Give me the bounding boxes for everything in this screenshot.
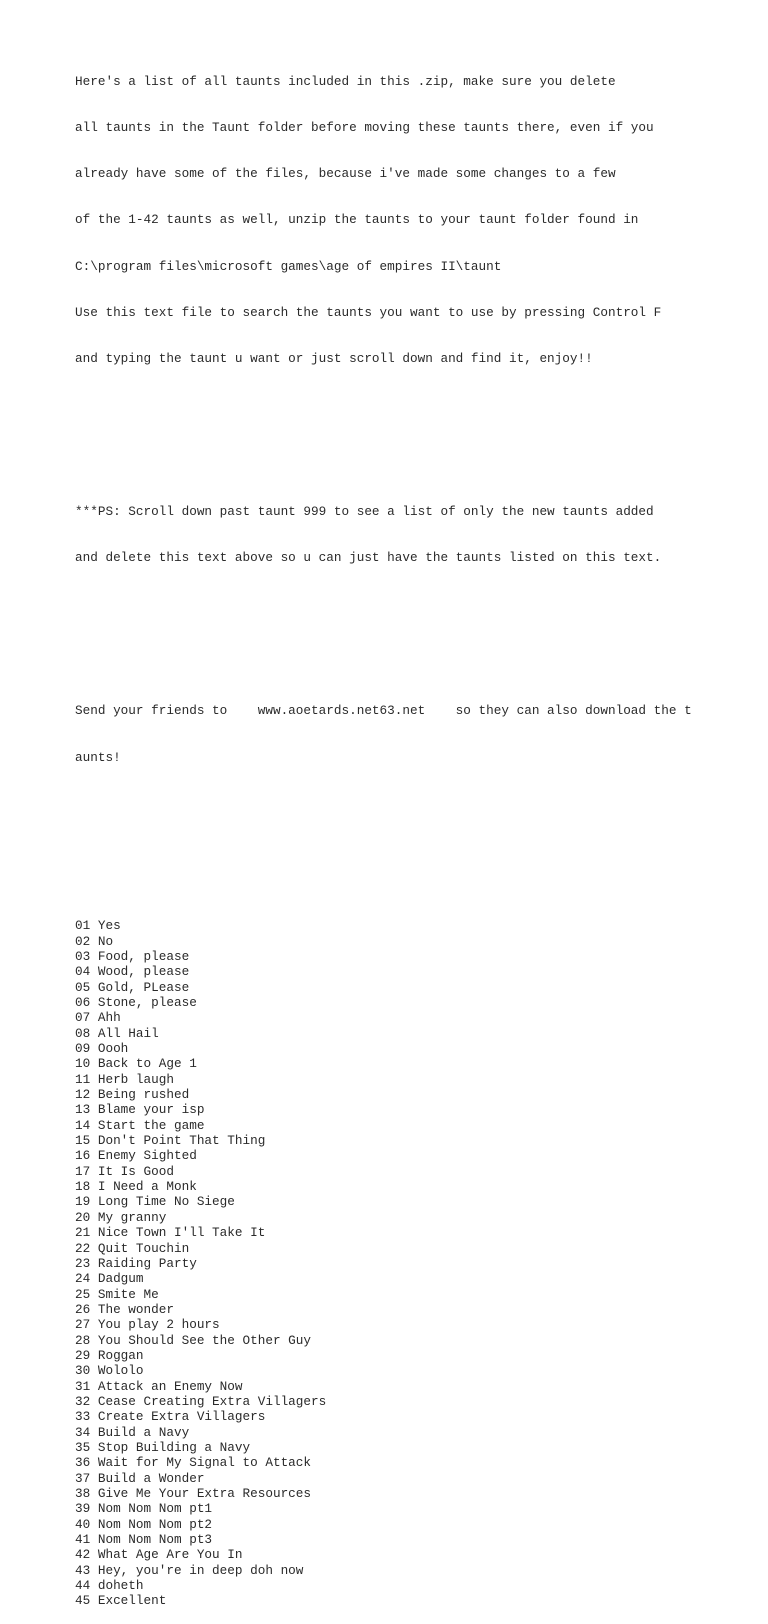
taunt-list-item: 13 Blame your isp [75, 1102, 205, 1118]
text-line: ***PS: Scroll down past taunt 999 to see a list of only the new taunts added [75, 504, 654, 519]
taunt-list-item: 38 Give Me Your Extra Resources [75, 1486, 312, 1501]
taunt-list-item: 34 Build a Navy [75, 1424, 190, 1440]
taunt-list-item: 37 Build a Wonder [75, 1470, 205, 1486]
taunt-list [75, 918, 755, 1608]
blank-line [75, 627, 755, 642]
text-line: and typing the taunt u want or just scroll down and find it, enjoy!! [75, 350, 593, 366]
taunt-list-item: 04 Wood, please [75, 964, 190, 980]
text-line: already have some of the files, because i've made some changes to a few [75, 166, 616, 182]
taunt-list-item: 26 The wonder [75, 1301, 174, 1317]
taunt-list-item: 03 Food, please [75, 948, 190, 964]
taunt-list-item: 41 Nom Nom Nom pt3 [75, 1532, 213, 1548]
taunt-list-item: 21 Nice Town I'll Take It [75, 1225, 266, 1241]
taunt-list-item: 11 Herb laugh [75, 1071, 174, 1087]
taunt-list-item: 06 Stone, please [75, 995, 197, 1010]
taunt-list-item: 15 Don't Point That Thing [75, 1133, 266, 1149]
taunt-list-item: 01 Yes [75, 918, 121, 934]
text-line: Send your friends to www.aoetards.net63.net so they can also download the t [75, 703, 692, 719]
text-line: of the 1-42 taunts as well, unzip the taunts to your taunt folder found in [75, 212, 639, 228]
taunt-list-item: 31 Attack an Enemy Now [75, 1378, 243, 1394]
taunt-list-item: 10 Back to Age 1 [75, 1056, 197, 1072]
text-line: Use this text file to search the taunts you want to use by pressing Control F [75, 304, 662, 320]
taunt-list-item: 36 Wait for My Signal to Attack [75, 1455, 312, 1471]
taunt-list-item: 22 Quit Touchin [75, 1240, 190, 1256]
taunt-list-item: 14 Start the game [75, 1117, 205, 1133]
text-line: aunts! [75, 749, 121, 765]
blank-line [75, 427, 755, 442]
blank-line [75, 826, 755, 841]
taunt-list-item: 17 It Is Good [75, 1163, 174, 1179]
text-document [75, 13, 755, 1624]
text-line: Here's a list of all taunts included in this .zip, make sure you delete [75, 74, 616, 90]
taunt-list-item: 27 You play 2 hours [75, 1317, 220, 1333]
taunt-list-item: 02 No [75, 933, 114, 949]
intro-paragraph [75, 44, 755, 397]
taunt-folder-path: C:\program files\microsoft games\age of empires II\taunt [75, 258, 502, 274]
ps-paragraph [75, 473, 755, 596]
taunt-list-item: 18 I Need a Monk [75, 1179, 197, 1195]
send-friends-paragraph [75, 673, 755, 796]
taunt-list-item: 28 You Should See the Other Guy [75, 1332, 312, 1348]
taunt-list-item: 24 Dadgum [75, 1271, 144, 1287]
taunt-list-item: 44 doheth [75, 1578, 144, 1594]
taunt-list-item: 19 Long Time No Siege [75, 1194, 235, 1210]
taunt-list-item: 45 Excellent [75, 1593, 167, 1609]
taunt-list-item: 16 Enemy Sighted [75, 1148, 197, 1164]
taunt-list-item: 12 Being rushed [75, 1087, 190, 1103]
taunt-list-item: 30 Wololo [75, 1363, 144, 1379]
taunt-list-item: 43 Hey, you're in deep doh now [75, 1562, 304, 1578]
taunt-list-item: 20 My granny [75, 1209, 167, 1225]
taunt-list-item: 35 Stop Building a Navy [75, 1439, 251, 1455]
taunt-list-item: 05 Gold, PLease [75, 979, 190, 995]
taunt-list-item: 33 Create Extra Villagers [75, 1409, 266, 1425]
taunt-list-item: 39 Nom Nom Nom pt1 [75, 1501, 213, 1517]
text-line: all taunts in the Taunt folder before moving these taunts there, even if you [75, 120, 654, 136]
taunt-list-item: 25 Smite Me [75, 1286, 159, 1302]
taunt-list-item: 29 Roggan [75, 1347, 144, 1363]
taunt-list-item: 09 Oooh [75, 1041, 129, 1057]
taunt-list-item: 32 Cease Creating Extra Villagers [75, 1393, 327, 1409]
text-line: and delete this text above so u can just have the taunts listed on this text. [75, 550, 662, 566]
taunt-list-item: 08 All Hail [75, 1025, 159, 1041]
blank-line [75, 872, 755, 887]
taunt-list-item: 23 Raiding Party [75, 1255, 197, 1271]
taunt-list-item: 40 Nom Nom Nom pt2 [75, 1516, 213, 1532]
taunt-list-item: 42 What Age Are You In [75, 1547, 243, 1563]
taunt-list-item: 07 Ahh [75, 1010, 121, 1026]
